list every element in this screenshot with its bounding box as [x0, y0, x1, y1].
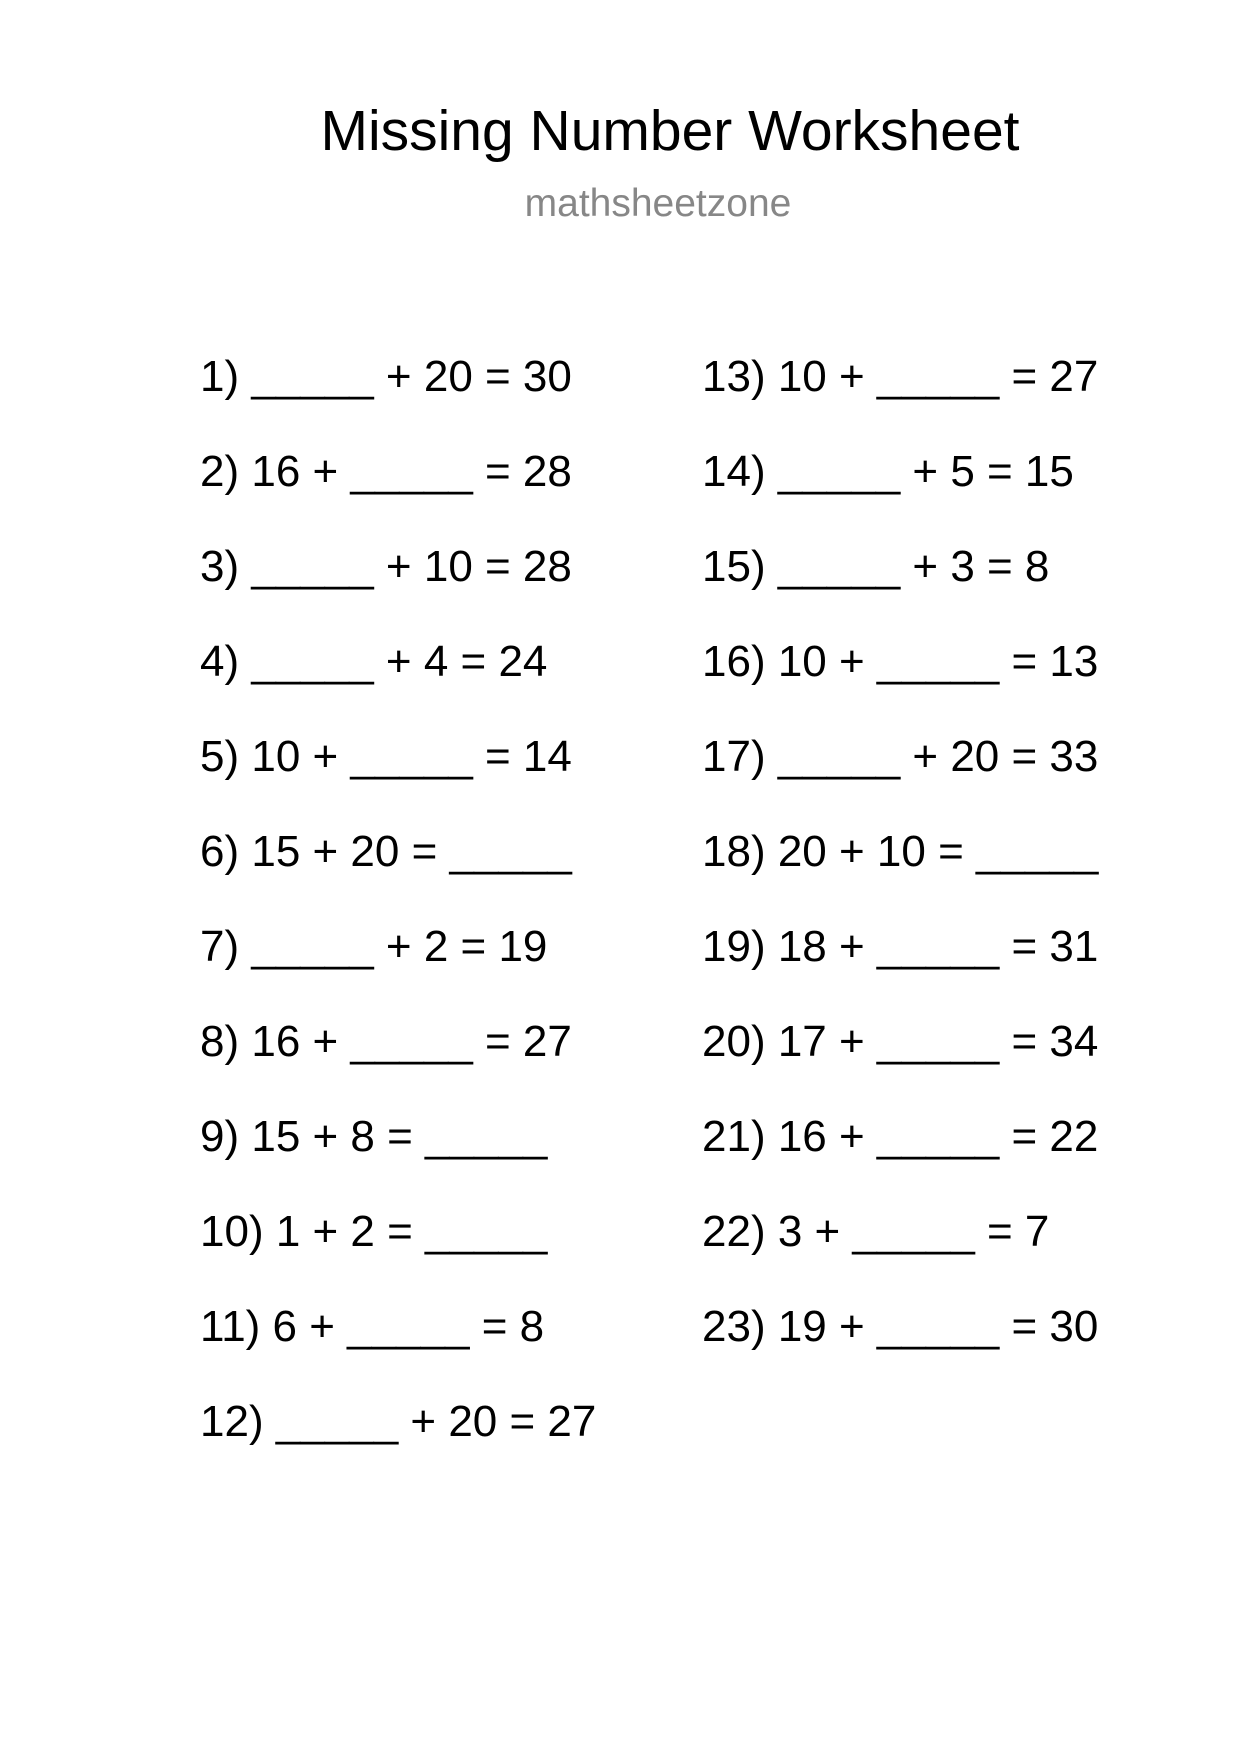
problem-21: 21) 16 + _____ = 22	[702, 1112, 1099, 1161]
problem-16: 16) 10 + _____ = 13	[702, 637, 1099, 686]
problem-8: 8) 16 + _____ = 27	[200, 1017, 572, 1066]
problem-23: 23) 19 + _____ = 30	[702, 1302, 1099, 1351]
page-title: Missing Number Worksheet	[320, 99, 1020, 163]
problem-19: 19) 18 + _____ = 31	[702, 922, 1099, 971]
problem-12: 12) _____ + 20 = 27	[200, 1397, 597, 1446]
site-name: mathsheetzone	[524, 182, 792, 225]
problem-1: 1) _____ + 20 = 30	[200, 352, 572, 401]
problem-11: 11) 6 + _____ = 8	[200, 1302, 545, 1351]
problem-17: 17) _____ + 20 = 33	[702, 732, 1099, 781]
problem-22: 22) 3 + _____ = 7	[702, 1207, 1050, 1256]
problem-5: 5) 10 + _____ = 14	[200, 732, 572, 781]
problem-3: 3) _____ + 10 = 28	[200, 542, 572, 591]
problem-4: 4) _____ + 4 = 24	[200, 637, 548, 686]
problem-13: 13) 10 + _____ = 27	[702, 352, 1099, 401]
problems-column-right	[702, 352, 1098, 1397]
problem-14: 14) _____ + 5 = 15	[702, 447, 1074, 496]
problems-column-left	[200, 352, 596, 1492]
problem-18: 18) 20 + 10 = _____	[702, 827, 1099, 876]
problem-15: 15) _____ + 3 = 8	[702, 542, 1050, 591]
problem-2: 2) 16 + _____ = 28	[200, 447, 572, 496]
problem-20: 20) 17 + _____ = 34	[702, 1017, 1099, 1066]
problem-10: 10) 1 + 2 = _____	[200, 1207, 548, 1256]
problem-6: 6) 15 + 20 = _____	[200, 827, 572, 876]
problem-9: 9) 15 + 8 = _____	[200, 1112, 548, 1161]
problem-7: 7) _____ + 2 = 19	[200, 922, 548, 971]
